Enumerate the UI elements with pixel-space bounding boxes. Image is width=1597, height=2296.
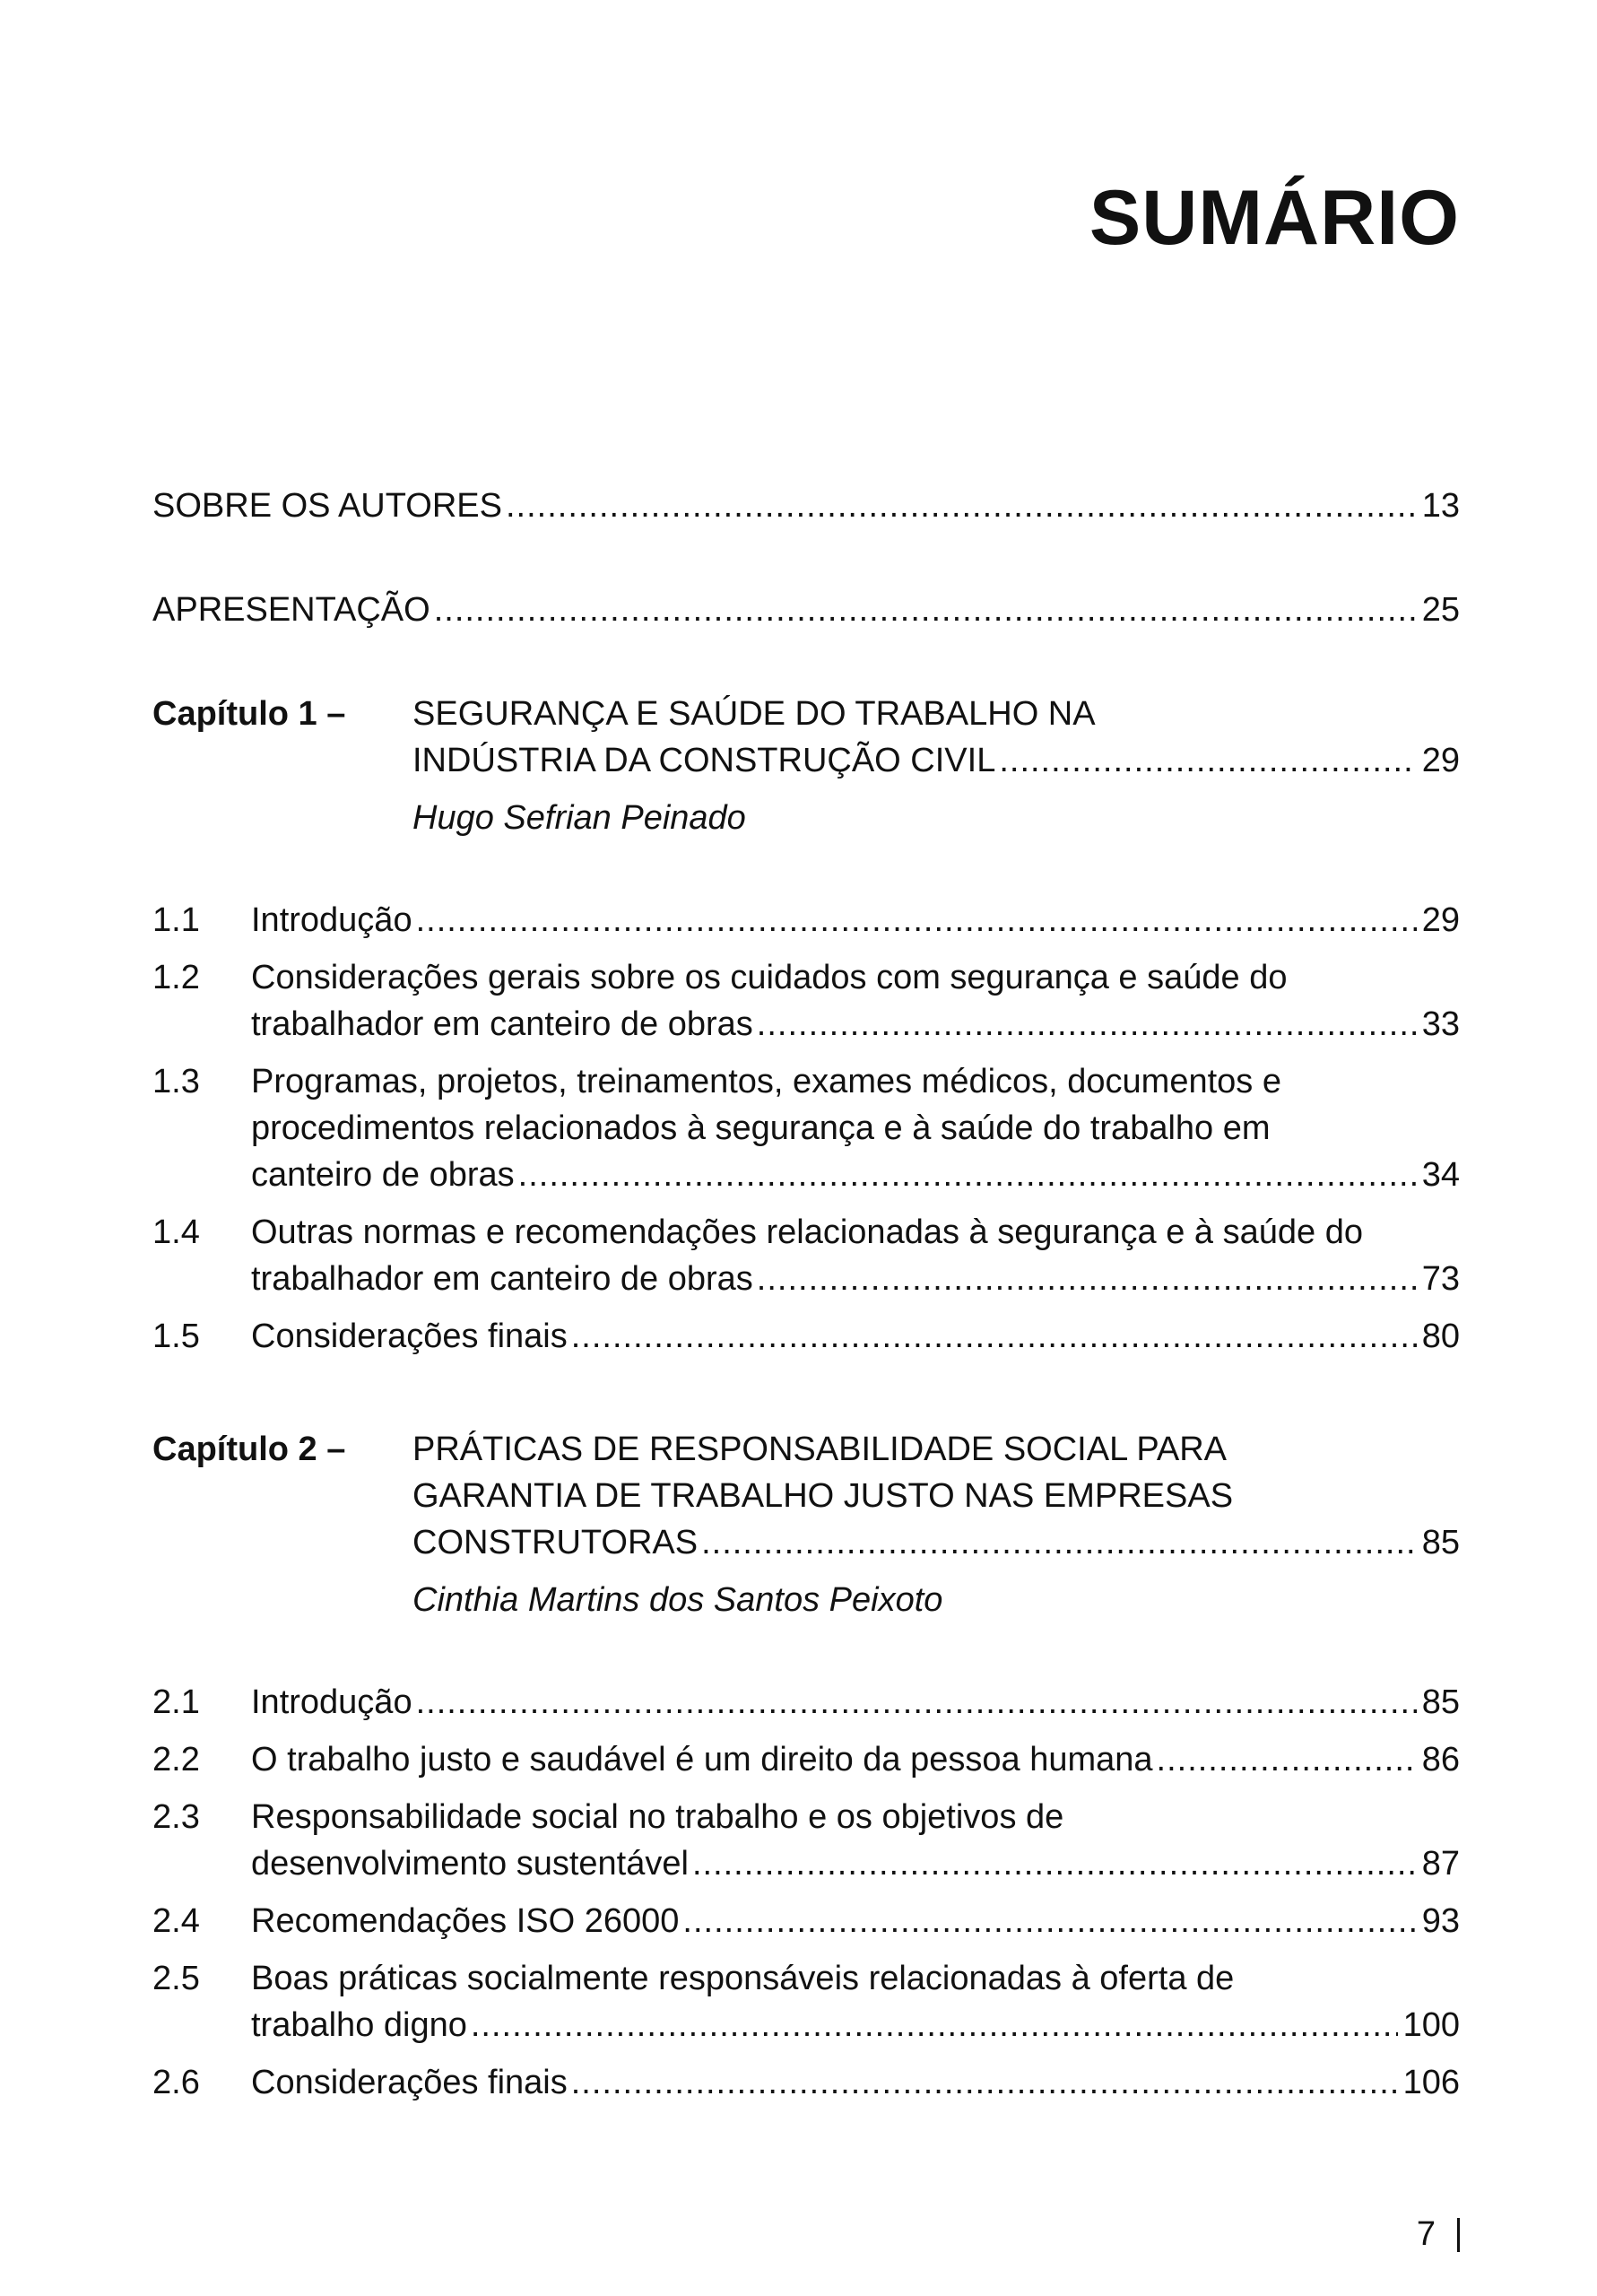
dot-leader (518, 1152, 1417, 1198)
toc-page-number: 106 (1402, 2064, 1460, 2101)
dot-leader (701, 1519, 1417, 1566)
section-number: 1.5 (152, 1318, 200, 1355)
toc-section-entry[interactable] (152, 1313, 1460, 1360)
section-title: Considerações finais (251, 1318, 568, 1355)
toc-section-entry[interactable] (152, 1955, 1460, 2048)
dot-leader (434, 587, 1417, 633)
section-number: 2.5 (152, 1960, 200, 1997)
section-title: desenvolvimento sustentável (251, 1845, 689, 1883)
section-title: Boas práticas socialmente responsáveis relacionadas à oferta de (251, 1960, 1235, 1997)
section-number: 1.1 (152, 901, 200, 939)
chapter-title-line: PRÁTICAS DE RESPONSABILIDADE SOCIAL PARA (412, 1431, 1228, 1468)
toc-front-entry[interactable] (152, 587, 1460, 633)
toc-chapter-entry[interactable] (152, 691, 1460, 841)
toc-section-entry[interactable] (152, 1058, 1460, 1198)
page-title: SUMÁRIO (1089, 175, 1460, 261)
toc-page-number: 29 (1421, 742, 1460, 779)
dot-leader (682, 1898, 1416, 1944)
toc-page-number: 13 (1421, 487, 1460, 525)
chapter-title-line: CONSTRUTORAS (412, 1524, 699, 1561)
toc-chapter-entry[interactable] (152, 1426, 1460, 1623)
chapter-title-line: SEGURANÇA E SAÚDE DO TRABALHO NA (412, 695, 1096, 733)
section-title: Introdução (251, 1683, 412, 1721)
dot-leader (999, 737, 1416, 784)
toc-page-number: 85 (1421, 1683, 1460, 1721)
toc-section-entry[interactable] (152, 954, 1460, 1048)
section-title: Considerações finais (251, 2064, 568, 2101)
toc-section-entry[interactable] (152, 897, 1460, 944)
section-number: 1.2 (152, 959, 200, 996)
page-footer (1417, 2215, 1460, 2254)
section-title: canteiro de obras (251, 1156, 515, 1194)
toc-page-number: 25 (1421, 591, 1460, 629)
dot-leader (571, 1313, 1417, 1360)
section-number: 2.3 (152, 1798, 200, 1836)
toc-page-number: 93 (1421, 1902, 1460, 1940)
toc-section-entry[interactable] (152, 1679, 1460, 1726)
section-number: 2.6 (152, 2064, 200, 2101)
section-number: 1.4 (152, 1213, 200, 1251)
dot-leader (506, 483, 1417, 529)
toc-section-entry[interactable] (152, 1794, 1460, 1887)
toc-entry-label: SOBRE OS AUTORES (152, 487, 502, 525)
chapter-author: Cinthia Martins dos Santos Peixoto (412, 1581, 943, 1619)
section-title: Responsabilidade social no trabalho e os objetivos de (251, 1798, 1064, 1836)
section-number: 2.4 (152, 1902, 200, 1940)
toc-section-entry[interactable] (152, 1736, 1460, 1783)
section-title: O trabalho justo e saudável é um direito da pessoa humana (251, 1741, 1153, 1779)
toc-page-number: 33 (1421, 1005, 1460, 1043)
section-number: 1.3 (152, 1063, 200, 1100)
dot-leader (692, 1840, 1417, 1887)
toc-section-entry[interactable] (152, 1209, 1460, 1302)
section-title: trabalhador em canteiro de obras (251, 1260, 753, 1298)
dot-leader (757, 1001, 1417, 1048)
table-of-contents (152, 483, 1460, 2106)
dot-leader (416, 897, 1417, 944)
dot-leader (571, 2059, 1398, 2106)
section-title: procedimentos relacionados à segurança e à saúde do trabalho em (251, 1109, 1271, 1147)
dot-leader (757, 1256, 1417, 1302)
toc-page-number: 29 (1421, 901, 1460, 939)
toc-page-number: 73 (1421, 1260, 1460, 1298)
footer-page-number: 7 (1416, 2215, 1436, 2253)
section-title: trabalho digno (251, 2006, 467, 2044)
section-number: 2.2 (152, 1741, 200, 1779)
toc-page-number: 86 (1421, 1741, 1460, 1779)
toc-front-entry[interactable] (152, 483, 1460, 529)
toc-page-number: 34 (1421, 1156, 1460, 1194)
toc-section-entry[interactable] (152, 2059, 1460, 2106)
dot-leader (416, 1679, 1417, 1726)
toc-page-number: 87 (1421, 1845, 1460, 1883)
chapter-title-line: GARANTIA DE TRABALHO JUSTO NAS EMPRESAS (412, 1477, 1234, 1515)
section-title: Programas, projetos, treinamentos, exames médicos, documentos e (251, 1063, 1281, 1100)
toc-page-number: 100 (1402, 2006, 1460, 2044)
toc-section-entry[interactable] (152, 1898, 1460, 1944)
chapter-author: Hugo Sefrian Peinado (412, 799, 746, 837)
section-number: 2.1 (152, 1683, 200, 1721)
dot-leader (471, 2002, 1398, 2048)
footer-divider (1457, 2218, 1460, 2252)
section-title: Considerações gerais sobre os cuidados com segurança e saúde do (251, 959, 1288, 996)
section-title: trabalhador em canteiro de obras (251, 1005, 753, 1043)
dot-leader (1157, 1736, 1417, 1783)
chapter-label: Capítulo 1 – (152, 695, 346, 733)
toc-page-number: 80 (1421, 1318, 1460, 1355)
toc-page-number: 85 (1421, 1524, 1460, 1561)
chapter-title-line: INDÚSTRIA DA CONSTRUÇÃO CIVIL (412, 742, 996, 779)
chapter-label: Capítulo 2 – (152, 1431, 346, 1468)
section-title: Recomendações ISO 26000 (251, 1902, 680, 1940)
section-title: Introdução (251, 901, 412, 939)
toc-entry-label: APRESENTAÇÃO (152, 591, 430, 629)
section-title: Outras normas e recomendações relacionadas à segurança e à saúde do (251, 1213, 1363, 1251)
